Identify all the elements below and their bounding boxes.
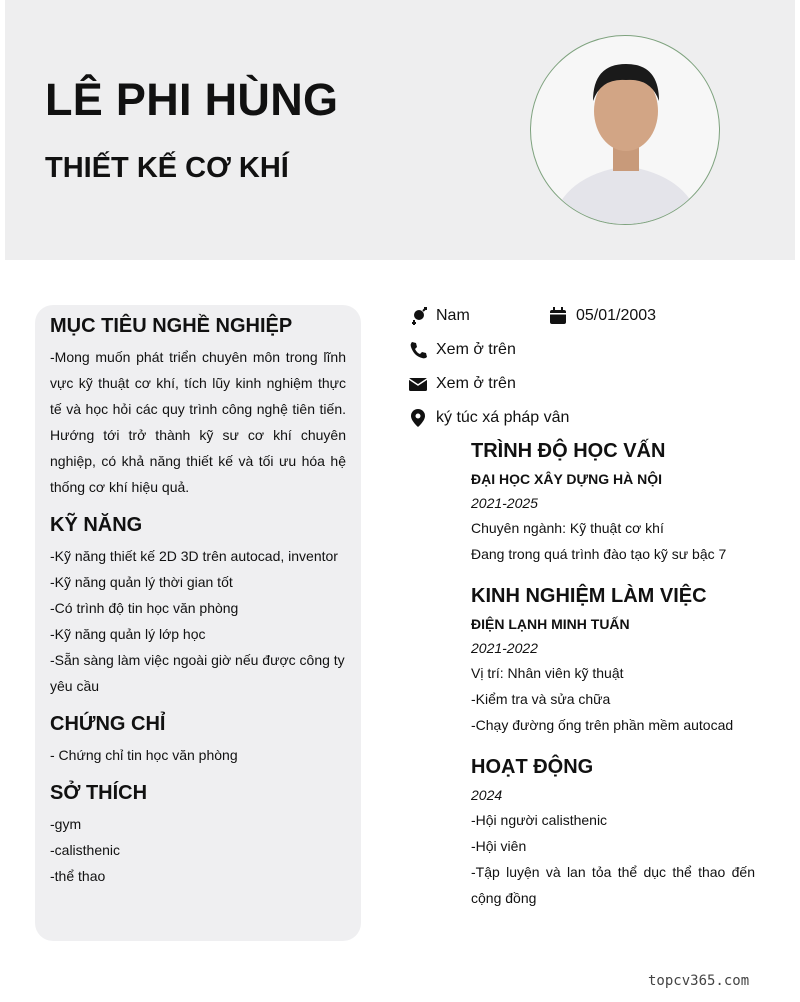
hobby-item: -gym: [50, 816, 82, 832]
experience-date: 2021-2022: [471, 640, 538, 656]
envelope-icon: [408, 374, 428, 394]
education-line: Đang trong quá trình đào tạo kỹ sư bậc 7: [471, 546, 727, 562]
address-value: ký túc xá pháp vân: [436, 409, 570, 426]
map-pin-icon: [408, 408, 428, 428]
certificates-section: [50, 713, 346, 768]
skill-item: -Kỹ năng quản lý thời gian tốt: [50, 574, 233, 590]
activities-date: 2024: [471, 787, 503, 803]
gender-value: Nam: [436, 307, 470, 324]
skills-section: [50, 514, 346, 699]
email-value: Xem ở trên: [436, 375, 516, 392]
phone-row: [408, 340, 516, 360]
education-line: Chuyên ngành: Kỹ thuật cơ khí: [471, 520, 664, 536]
job-title: THIẾT KẾ CƠ KHÍ: [45, 152, 289, 184]
experience-line: -Kiểm tra và sửa chữa: [471, 691, 611, 707]
certificates-heading: CHỨNG CHỈ: [50, 713, 166, 735]
phone-value: Xem ở trên: [436, 341, 516, 358]
activities-section: [471, 756, 755, 911]
skill-item: -Kỹ năng quản lý lớp học: [50, 626, 206, 642]
activity-line: -Hội viên: [471, 838, 527, 854]
right-column: [471, 440, 755, 929]
hobby-item: -thể thao: [50, 868, 106, 884]
gender-row: [408, 306, 470, 326]
experience-line: Vị trí: Nhân viên kỹ thuật: [471, 665, 624, 681]
education-org: ĐẠI HỌC XÂY DỰNG HÀ NỘI: [471, 471, 663, 487]
education-heading: TRÌNH ĐỘ HỌC VẤN: [471, 440, 666, 462]
activities-heading: HOẠT ĐỘNG: [471, 756, 594, 778]
hobbies-section: [50, 782, 346, 889]
gender-icon: [408, 306, 428, 326]
birthday-value: 05/01/2003: [576, 307, 657, 324]
hobby-item: -calisthenic: [50, 842, 121, 858]
email-row: [408, 374, 516, 394]
left-sidebar-card: [35, 305, 361, 941]
experience-line: -Chạy đường ống trên phần mềm autocad: [471, 717, 734, 733]
education-date: 2021-2025: [471, 495, 538, 511]
activity-line: -Hội người calisthenic: [471, 812, 608, 828]
experience-section: [471, 585, 755, 738]
hobbies-heading: SỞ THÍCH: [50, 782, 148, 804]
education-section: [471, 440, 755, 567]
skill-item: -Có trình độ tin học văn phòng: [50, 600, 239, 616]
activity-line: -Tập luyện và lan tỏa thể dục thể thao đến cộng đồng: [471, 864, 755, 906]
skill-item: -Kỹ năng thiết kế 2D 3D trên autocad, inventor: [50, 548, 338, 564]
candidate-name: LÊ PHI HÙNG: [45, 74, 339, 125]
experience-heading: KINH NGHIỆM LÀM VIỆC: [471, 585, 707, 607]
skill-item: -Sẵn sàng làm việc ngoài giờ nếu được công ty yêu cầu: [50, 652, 345, 694]
birthday-row: [548, 306, 656, 326]
experience-org: ĐIỆN LẠNH MINH TUẤN: [471, 616, 630, 632]
header: [5, 0, 795, 260]
watermark: topcv365.com: [648, 973, 750, 989]
avatar-photo: [530, 35, 720, 225]
objective-text: -Mong muốn phát triển chuyên môn trong lĩnh vực kỹ thuật cơ khí, tích lũy kinh nghiệm thực tế và học hỏi các quy trình công nghệ tiên tiến. Hướng tới trở thành kỹ sư cơ khí chuyên nghiệp, có khả năng thiết kế và tối ưu hóa hệ thống cơ khí hiệu quả.: [50, 349, 346, 495]
calendar-icon: [548, 306, 568, 326]
objective-section: [50, 315, 346, 500]
certificate-item: - Chứng chỉ tin học văn phòng: [50, 747, 238, 763]
phone-icon: [408, 340, 428, 360]
address-row: [408, 408, 569, 428]
objective-heading: MỤC TIÊU NGHỀ NGHIỆP: [50, 315, 293, 337]
skills-heading: KỸ NĂNG: [50, 514, 143, 536]
